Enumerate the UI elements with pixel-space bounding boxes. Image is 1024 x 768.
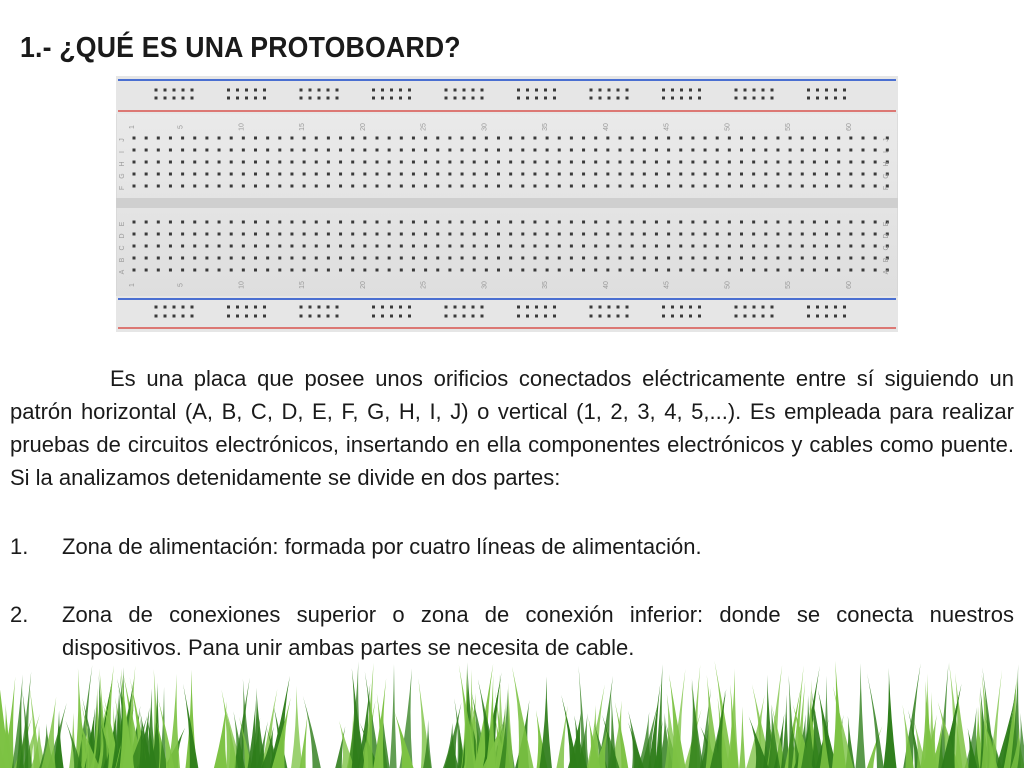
grass-blade (739, 706, 745, 768)
row-letter-right: I (883, 151, 890, 153)
row-letter-right: F (883, 185, 890, 191)
row-letter-left: F (119, 185, 126, 191)
list-number: 1. (10, 534, 29, 559)
row-letter-left: I (119, 151, 126, 153)
column-number-top: 50 (724, 123, 732, 131)
column-number-top: 55 (785, 123, 793, 131)
column-number-bottom: 5 (177, 283, 185, 287)
list-item (10, 530, 1014, 563)
column-number-top: 25 (420, 123, 428, 131)
column-number-top: 5 (177, 125, 185, 129)
grass-blade (512, 666, 534, 768)
row-letter-right: B (883, 257, 890, 263)
row-letter-right: G (883, 173, 890, 179)
grass-blade (291, 686, 302, 768)
column-number-bottom: 40 (602, 281, 610, 289)
column-number-top: 1 (129, 125, 136, 129)
column-number-top: 20 (359, 123, 367, 131)
column-number-bottom: 60 (845, 281, 853, 289)
row-letter-left: C (119, 245, 126, 251)
grass-blade (183, 684, 198, 768)
grass-decoration (0, 660, 1024, 768)
row-letter-right: H (883, 161, 890, 167)
grass-blade (539, 676, 552, 768)
list-text: Zona de alimentación: formada por cuatro líneas de alimentación. (62, 534, 702, 559)
row-letter-right: D (883, 233, 890, 239)
grass-blade (955, 673, 969, 768)
column-number-bottom: 45 (663, 281, 671, 289)
column-number-top: 30 (481, 123, 489, 131)
row-letter-left: H (119, 161, 126, 167)
row-letter-right: C (883, 245, 890, 251)
grass-blade (855, 663, 865, 768)
column-number-bottom: 20 (359, 281, 367, 289)
column-number-top: 40 (602, 123, 610, 131)
list-text: Zona de conexiones superior o zona de conexión inferior: donde se conecta nuestros dispositivos. Pana unir ambas partes se necesita de cable. (62, 602, 1014, 660)
row-letter-left: A (119, 269, 126, 275)
column-number-bottom: 50 (724, 281, 732, 289)
row-letter-left: G (119, 173, 126, 179)
slide-title: 1.- ¿QUÉ ES UNA PROTOBOARD? (20, 32, 461, 64)
description-text: Es una placa que posee unos orificios conectados eléctricamente entre sí siguiendo un patrón horizontal (A, B, C, D, E, F, G, H, I, J) o vertical (1, 2, 3, 4, 5,...). Es empleada para realizar pruebas de circuitos electrónicos, insertando en ella componentes electrónicos y cables como puente. Si la analizamos detenidamente se divide en dos partes: (10, 366, 1014, 490)
column-number-bottom: 15 (299, 281, 307, 289)
list-item (10, 598, 1014, 664)
breadboard-image (116, 76, 898, 332)
column-number-top: 35 (542, 123, 550, 131)
bottom-power-rail (116, 296, 898, 332)
column-number-top: 60 (845, 123, 853, 131)
column-number-bottom: 1 (129, 283, 136, 287)
grass-blade (883, 668, 896, 768)
column-number-bottom: 55 (785, 281, 793, 289)
row-letter-right: A (883, 269, 890, 275)
row-letter-left: E (119, 221, 126, 227)
row-letter-left: B (119, 257, 126, 263)
column-number-bottom: 10 (238, 281, 246, 289)
grass-blade (867, 673, 884, 768)
row-letter-left: J (119, 138, 126, 142)
column-number-top: 15 (299, 123, 307, 131)
column-number-bottom: 35 (542, 281, 550, 289)
column-number-bottom: 30 (481, 281, 489, 289)
center-channel (116, 198, 898, 208)
column-number-bottom: 25 (420, 281, 428, 289)
row-letter-right: E (883, 221, 890, 227)
list-item-2 (10, 598, 1014, 664)
column-number-top: 45 (663, 123, 671, 131)
grass-blade (689, 679, 704, 768)
grass-blade (390, 664, 397, 768)
column-number-top: 10 (238, 123, 246, 131)
top-power-rail (116, 76, 898, 114)
row-letter-left: D (119, 233, 126, 239)
list-number: 2. (10, 602, 29, 627)
list-item-1 (10, 530, 1014, 563)
grass-blade (990, 670, 1002, 768)
description-paragraph (10, 362, 1014, 494)
row-letter-right: J (883, 138, 890, 142)
